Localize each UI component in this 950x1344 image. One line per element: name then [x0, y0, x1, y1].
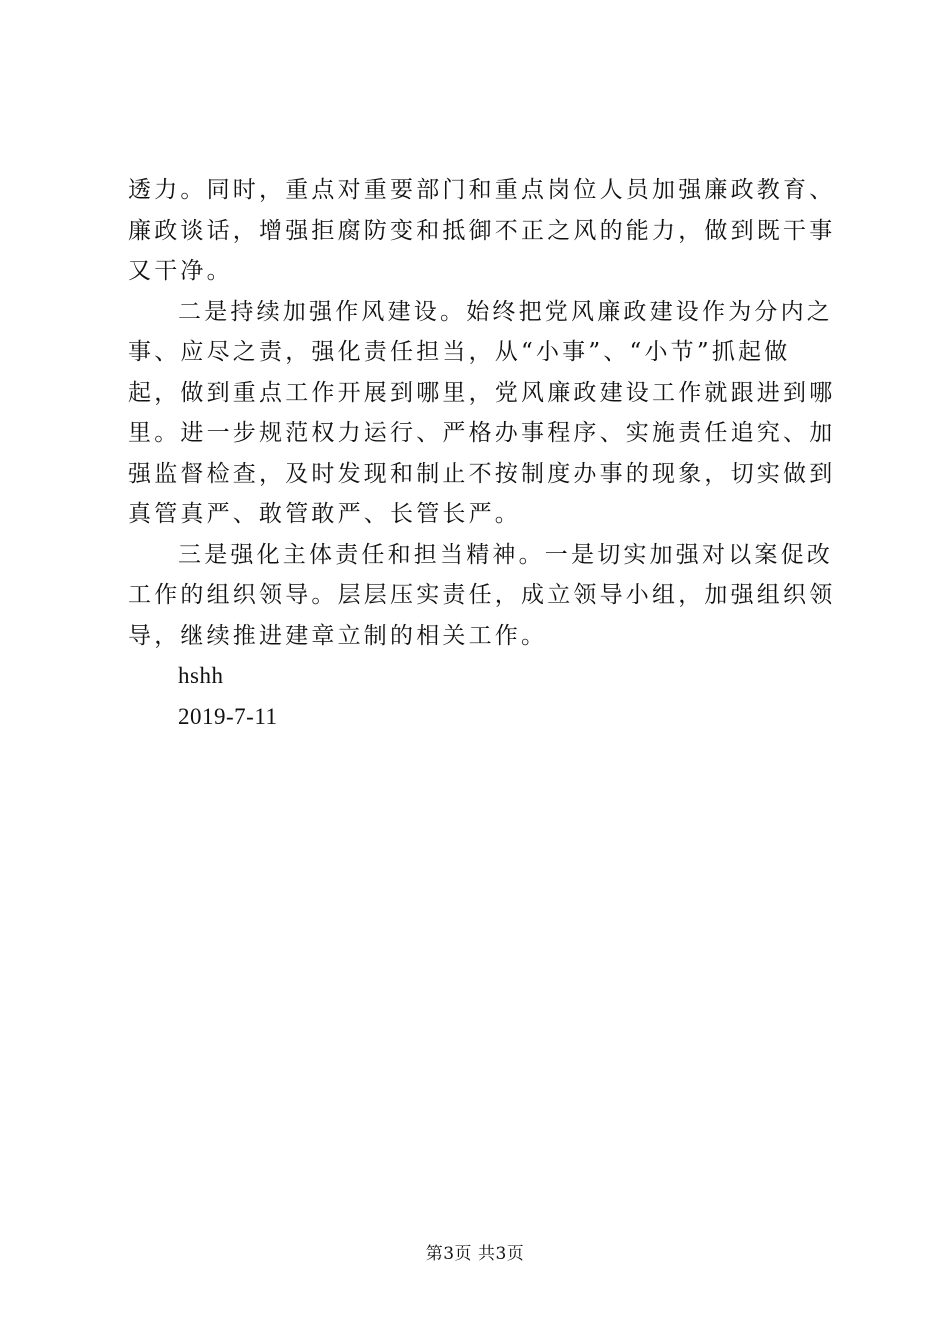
paragraph-line: 工作的组织领导。层层压实责任，成立领导小组，加强组织领: [128, 582, 836, 608]
paragraph-line: 起，做到重点工作开展到哪里，党风廉政建设工作就跟进到哪: [128, 379, 836, 406]
paragraph-line: 导，继续推进建章立制的相关工作。: [128, 622, 548, 649]
paragraph-line: 又干净。: [128, 258, 233, 284]
paragraph-line: 里。进一步规范权力运行、严格办事程序、实施责任追究、加: [128, 420, 836, 446]
paragraph-line: 真管真严、敢管敢严、长管长严。: [128, 501, 521, 527]
document-body: [128, 170, 836, 737]
paragraph-line: 强监督检查，及时发现和制止不按制度办事的现象，切实做到: [128, 460, 836, 487]
paragraph-line: 二是持续加强作风建设。始终把党风廉政建设作为分内之: [178, 298, 833, 325]
page-number-footer: 第3页 共3页: [425, 1244, 525, 1264]
date: 2019-7-11: [178, 703, 278, 729]
paragraph-line: 三是强化主体责任和担当精神。一是切实加强对以案促改: [178, 541, 833, 568]
paragraph-line: 廉政谈话，增强拒腐防变和抵御不正之风的能力，做到既干事: [128, 217, 836, 244]
paragraph-line: 事、应尽之责，强化责任担当，从“小事”、“小节”抓起做: [128, 339, 791, 365]
signature: hshh: [178, 663, 224, 688]
paragraph-line: 透力。同时，重点对重要部门和重点岗位人员加强廉政教育、: [128, 177, 836, 203]
